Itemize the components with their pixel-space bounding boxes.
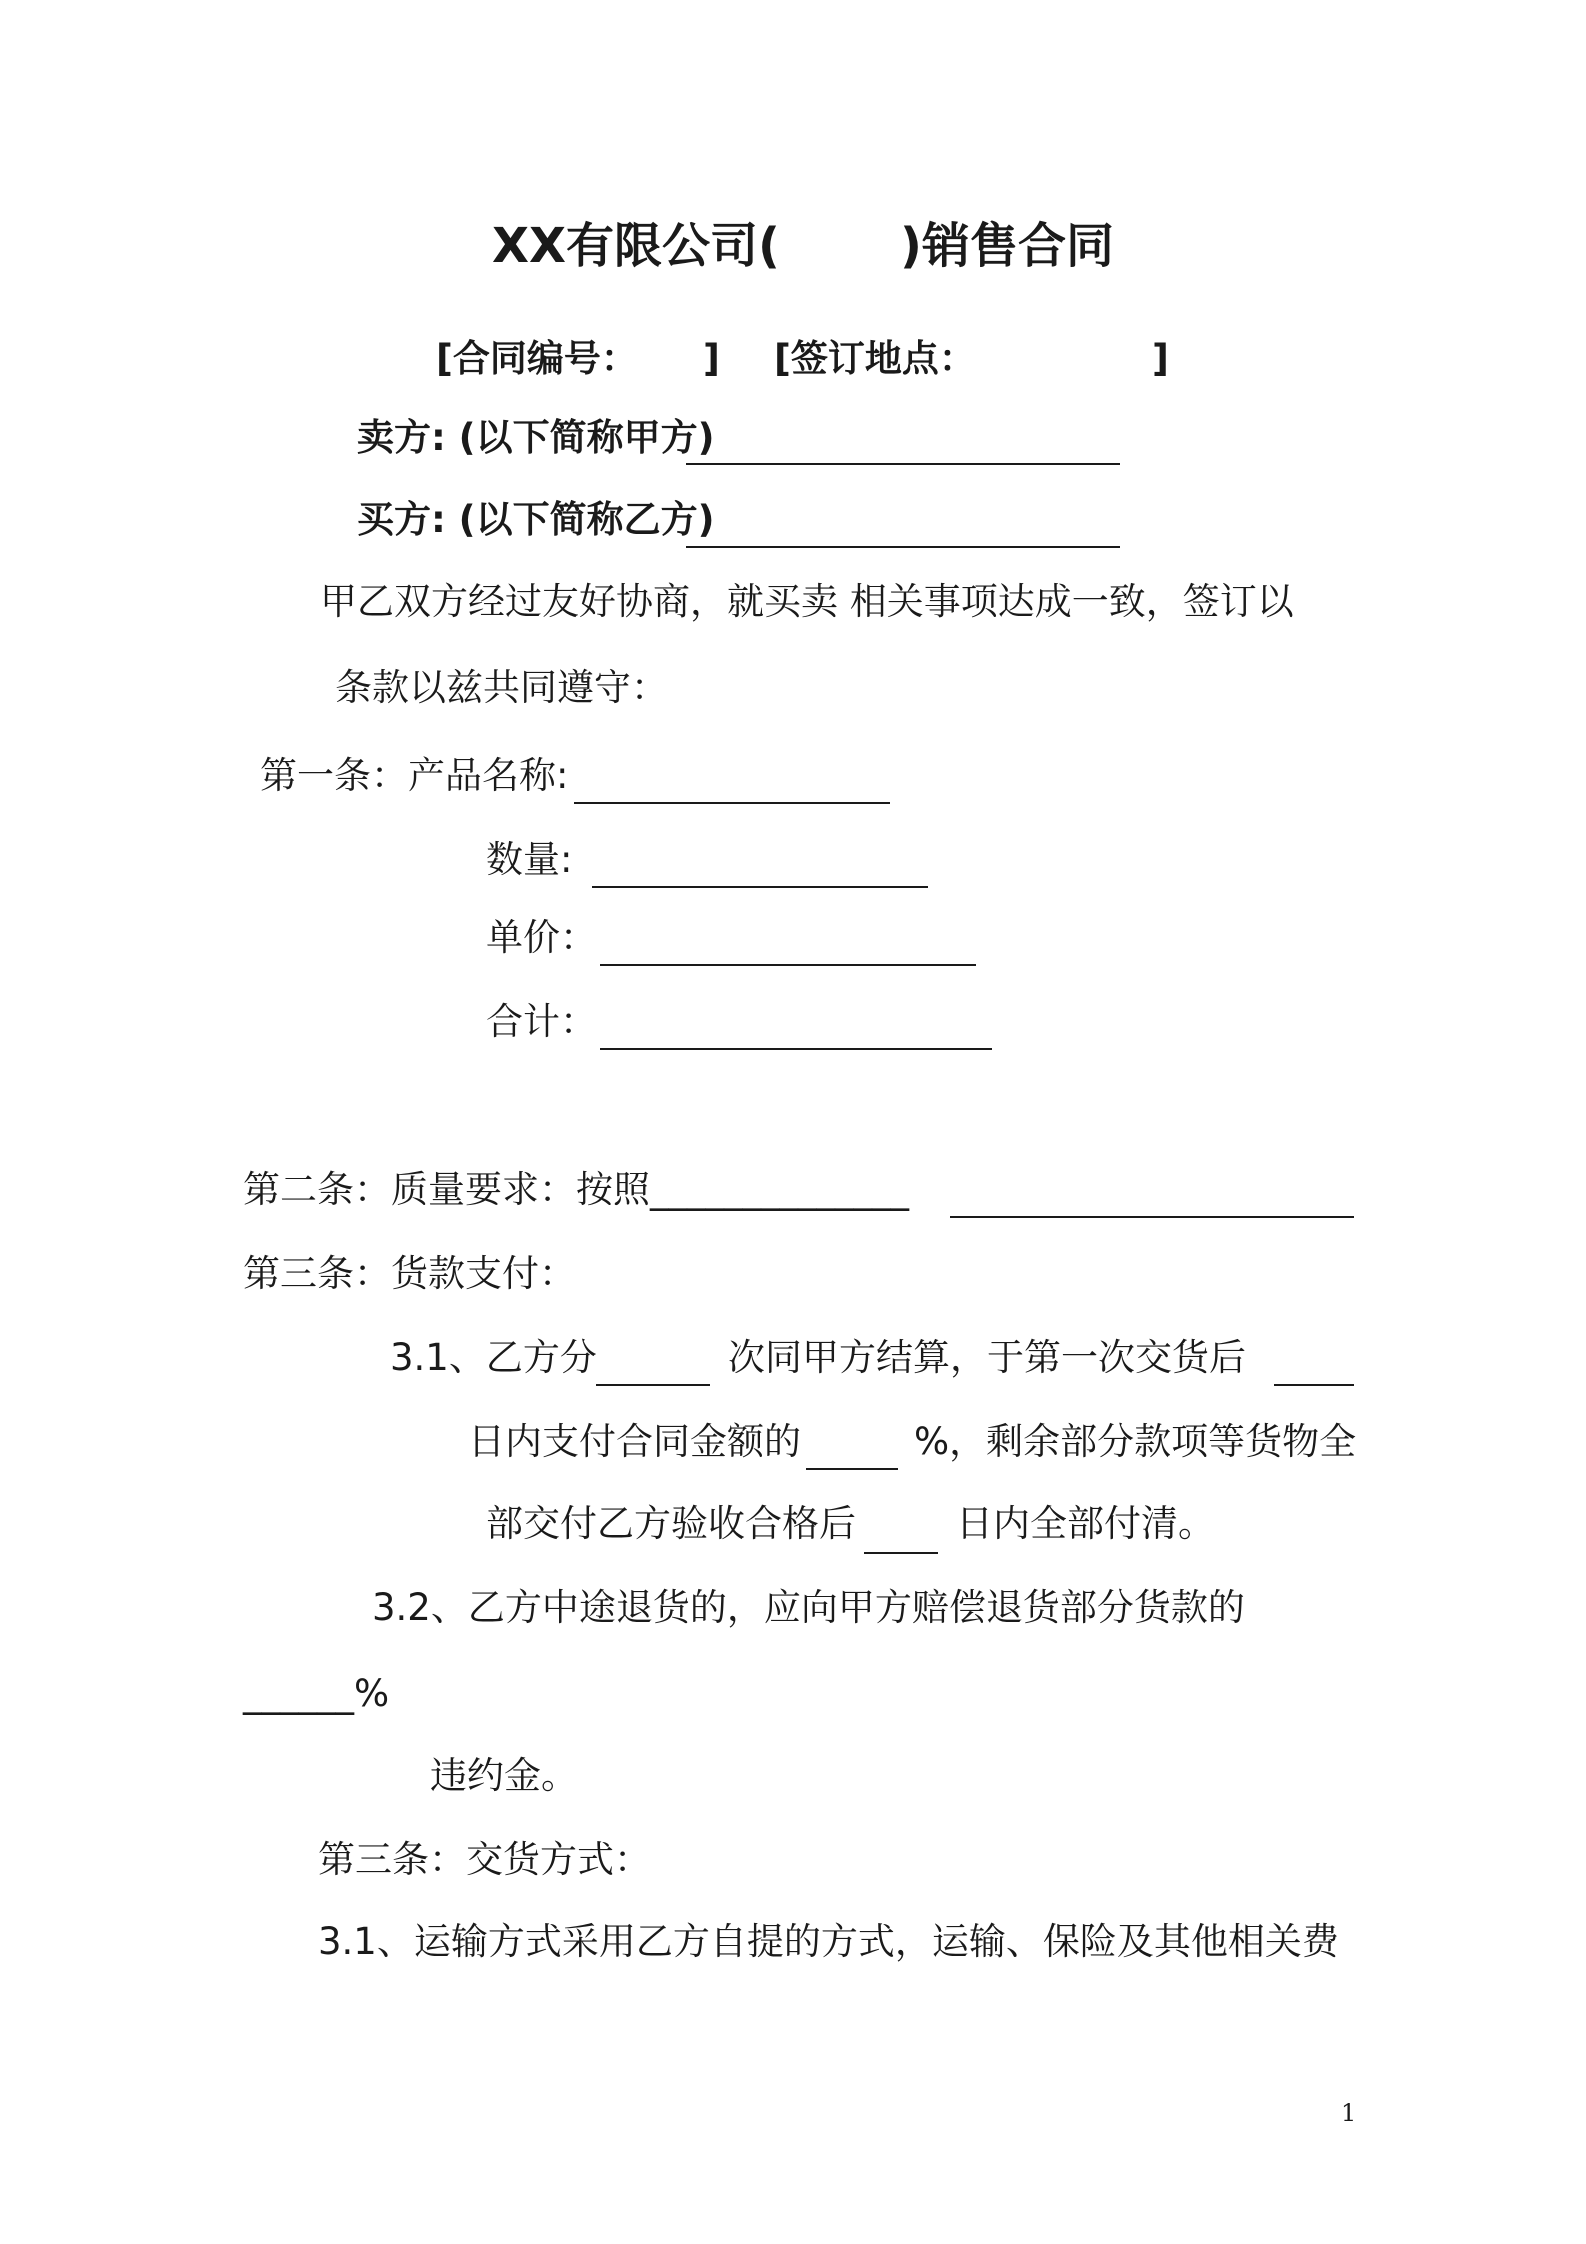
total-label: 合计： [486, 1000, 597, 1043]
clause-3-2-part-c: 违约金。 [430, 1754, 578, 1797]
buyer-blank [686, 546, 1120, 548]
clause-3-1-part-f: 日内全部付清。 [956, 1502, 1215, 1545]
clause-3-1-part-d: %，剩余部分款项等货物全 [914, 1420, 1357, 1463]
clause-3-2-penalty-percent: ______% [243, 1672, 390, 1715]
article-2-prefix: 第二条 [243, 1168, 354, 1211]
quality-standard-blank [950, 1216, 1354, 1218]
seller-blank [686, 463, 1120, 465]
seller-label: 卖方: (以下简称甲方) [357, 416, 715, 459]
article-3-payment-label: 第三条：货款支付： [243, 1252, 576, 1295]
clause-3-1-part-a: 3.1、乙方分 [390, 1336, 597, 1379]
settlement-count-blank [596, 1384, 710, 1386]
article-3-delivery-label: 第三条：交货方式： [318, 1838, 651, 1881]
total-blank [600, 1048, 992, 1050]
first-delivery-days-blank [1274, 1384, 1354, 1386]
article-2-quality-requirement: ：质量要求：按照______________ [354, 1168, 909, 1211]
intro-line-2: 条款以兹共同遵守： [335, 666, 668, 709]
unit-price-blank [600, 964, 976, 966]
contract-title-suffix: )销售合同 [900, 218, 1114, 274]
clause-3-1-part-c: 日内支付合同金额的 [468, 1420, 801, 1463]
signing-place-close: ] [1152, 337, 1169, 380]
quantity-blank [592, 886, 928, 888]
article-1-product-name-label: 第一条：产品名称: [260, 754, 569, 797]
payment-percent-blank [806, 1468, 898, 1470]
intro-line-1: 甲乙双方经过友好协商，就买卖 相关事项达成一致，签订以 [320, 580, 1294, 623]
final-payment-days-blank [864, 1552, 938, 1554]
product-name-blank [574, 802, 890, 804]
contract-number-label: [合同编号： [436, 337, 638, 380]
contract-number-close: ] [703, 337, 720, 380]
signing-place-label: [签订地点： [774, 337, 976, 380]
contract-title-prefix: XX有限公司( [492, 218, 780, 274]
buyer-label: 买方: (以下简称乙方) [357, 498, 715, 541]
clause-3-1-part-b: 次同甲方结算，于第一次交货后 [728, 1336, 1246, 1379]
clause-3-2-part-a: 3.2、乙方中途退货的，应向甲方赔偿退货部分货款的 [372, 1586, 1245, 1629]
page-number: 1 [1341, 2099, 1357, 2127]
quantity-label: 数量: [486, 838, 573, 881]
delivery-clause-3-1: 3.1、运输方式采用乙方自提的方式，运输、保险及其他相关费 [318, 1920, 1339, 1963]
clause-3-1-part-e: 部交付乙方验收合格后 [486, 1502, 856, 1545]
unit-price-label: 单价： [486, 916, 597, 959]
